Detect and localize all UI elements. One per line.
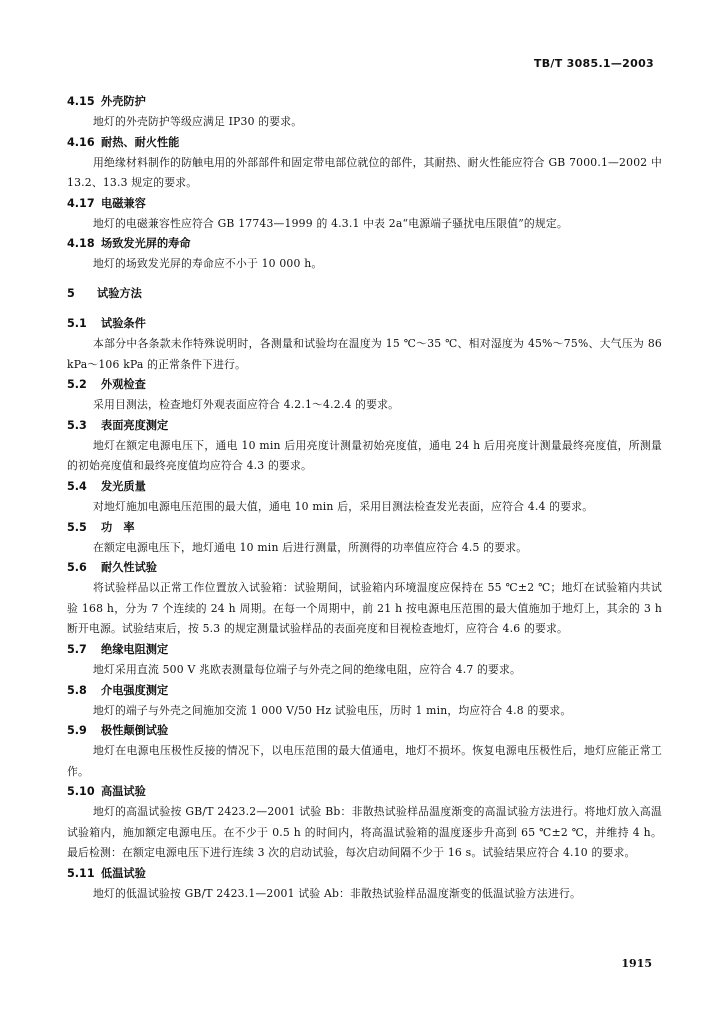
clause-number: 5.9 (67, 724, 87, 738)
clause-text: 用绝缘材料制作的防触电用的外部部件和固定带电部位就位的部件，其耐热、耐火性能应符合 GB 7000.1—2002 中 13.2、13.3 规定的要求。 (67, 155, 662, 190)
clause-text: 地灯在额定电源电压下，通电 10 min 后用亮度计测量初始亮度值，通电 24 h 后用亮度计测量最终亮度值，所测量的初始亮度值和最终亮度值均应符合 4.3 的要求。 (67, 438, 662, 473)
clause-number: 5.3 (67, 418, 87, 432)
clause-title: 极性颠倒试验 (101, 724, 169, 738)
clause-text: 在额定电源电压下，地灯通电 10 min 后进行测量，所测得的功率值应符合 4.5 的要求。 (93, 540, 528, 554)
clause-text: 地灯在电源电压极性反接的情况下，以电压范围的最大值通电，地灯不损坏。恢复电源电压极性后，地灯应能正常工作。 (67, 744, 662, 778)
clause-title: 绝缘电阻测定 (101, 642, 169, 656)
clause-number: 5.4 (67, 479, 87, 493)
clause-title: 高温试验 (101, 785, 146, 799)
clause-title: 电磁兼容 (101, 196, 146, 210)
clause-number: 5.5 (67, 520, 87, 534)
clause-heading (67, 314, 662, 334)
clause-number: 4.18 (67, 237, 95, 251)
clause-text: 地灯采用直流 500 V 兆欧表测量每位端子与外壳之间的绝缘电阻，应符合 4.7 的要求。 (93, 662, 522, 676)
clause-heading (67, 92, 662, 112)
clause-text: 地灯的外壳防护等级应满足 IP30 的要求。 (93, 115, 303, 128)
clause-heading (67, 782, 662, 802)
clause-heading (67, 864, 662, 884)
clause-number: 5.7 (67, 642, 87, 656)
clause-heading (67, 518, 662, 538)
clause-number: 5.11 (67, 867, 95, 881)
clause-title: 耐久性试验 (101, 561, 157, 575)
clause-title: 试验方法 (97, 286, 142, 300)
clause-number: 4.16 (67, 135, 95, 149)
clause-title: 场致发光屏的寿命 (101, 237, 191, 251)
clause-number: 5 (67, 286, 75, 300)
clause-heading (67, 194, 662, 214)
clause-heading (67, 558, 662, 578)
clause-title: 试验条件 (101, 316, 146, 330)
clause-title: 外壳防护 (101, 95, 146, 108)
clause-heading (67, 375, 662, 395)
standard-code: TB/T 3085.1—2003 (533, 57, 654, 70)
document-body (67, 92, 662, 905)
clause-number: 5.1 (67, 316, 87, 330)
clause-text: 本部分中各条款未作特殊说明时，各测量和试验均在温度为 15 ℃～35 ℃、相对湿度为 45%～75%、大气压为 86 kPa～106 kPa 的正常条件下进行。 (67, 336, 662, 371)
clause-title: 功 率 (101, 520, 135, 534)
clause-text: 地灯的低温试验按 GB/T 2423.1—2001 试验 Ab：非散热试验样品温度渐变的低温试验方法进行。 (93, 887, 581, 901)
clause-heading (67, 234, 662, 254)
clause-title: 介电强度测定 (101, 683, 169, 697)
clause-title: 表面亮度测定 (101, 418, 169, 432)
clause-number: 4.15 (67, 95, 95, 108)
clause-heading (67, 681, 662, 701)
clause-title: 耐热、耐火性能 (101, 135, 180, 149)
clause-text: 地灯的电磁兼容性应符合 GB 17743—1999 的 4.3.1 中表 2a“电源端子骚扰电压限值”的规定。 (93, 216, 568, 230)
clause-text: 地灯的端子与外壳之间施加交流 1 000 V/50 Hz 试验电压，历时 1 min，均应符合 4.8 的要求。 (93, 703, 572, 717)
clause-number: 5.6 (67, 561, 87, 575)
clause-text: 地灯的高温试验按 GB/T 2423.2—2001 试验 Bb：非散热试验样品温度渐变的高温试验方法进行。将地灯放入高温试验箱内，施加额定电源电压。在不少于 0.5 h 的时间内，将高温试验箱的温度逐步升高到 65 ℃±2 ℃，并维持 4 h。最后检测：在额定电源电压下进行连续 3 次的启动试验，每次启动间隔不少于 16 s。试验结果应符合 4.10 的要求。 (67, 805, 662, 860)
clause-heading (67, 416, 662, 436)
clause-number: 5.8 (67, 683, 87, 697)
page-number: 1915 (621, 957, 652, 970)
clause-title: 低温试验 (101, 867, 146, 881)
clause-number: 4.17 (67, 196, 95, 210)
clause-title: 外观检查 (101, 378, 146, 392)
clause-text: 对地灯施加电源电压范围的最大值，通电 10 min 后，采用目测法检查发光表面，应符合 4.4 的要求。 (93, 499, 594, 513)
clause-text: 采用目测法，检查地灯外观表面应符合 4.2.1～4.2.4 的要求。 (93, 398, 400, 412)
clause-title: 发光质量 (101, 479, 146, 493)
clause-text: 地灯的场致发光屏的寿命应不小于 10 000 h。 (93, 257, 323, 271)
clause-text: 将试验样品以正常工作位置放入试验箱：试验期间，试验箱内环境温度应保持在 55 ℃±2 ℃；地灯在试验箱内共试验 168 h，分为 7 个连续的 24 h 周期。在每一个周期中，前 21 h 按电源电压范围的最大值施加于地灯上，其余的 3 h 断开电源。试验结束后，按 5.3 的规定测量试验样品的表面亮度和目视检查地灯，应符合 4.6 的要求。 (67, 581, 662, 636)
clause-number: 5.10 (67, 785, 95, 799)
section-heading (67, 284, 662, 304)
clause-heading (67, 721, 662, 741)
clause-heading (67, 640, 662, 660)
clause-number: 5.2 (67, 378, 87, 392)
clause-heading (67, 477, 662, 497)
clause-heading (67, 133, 662, 153)
